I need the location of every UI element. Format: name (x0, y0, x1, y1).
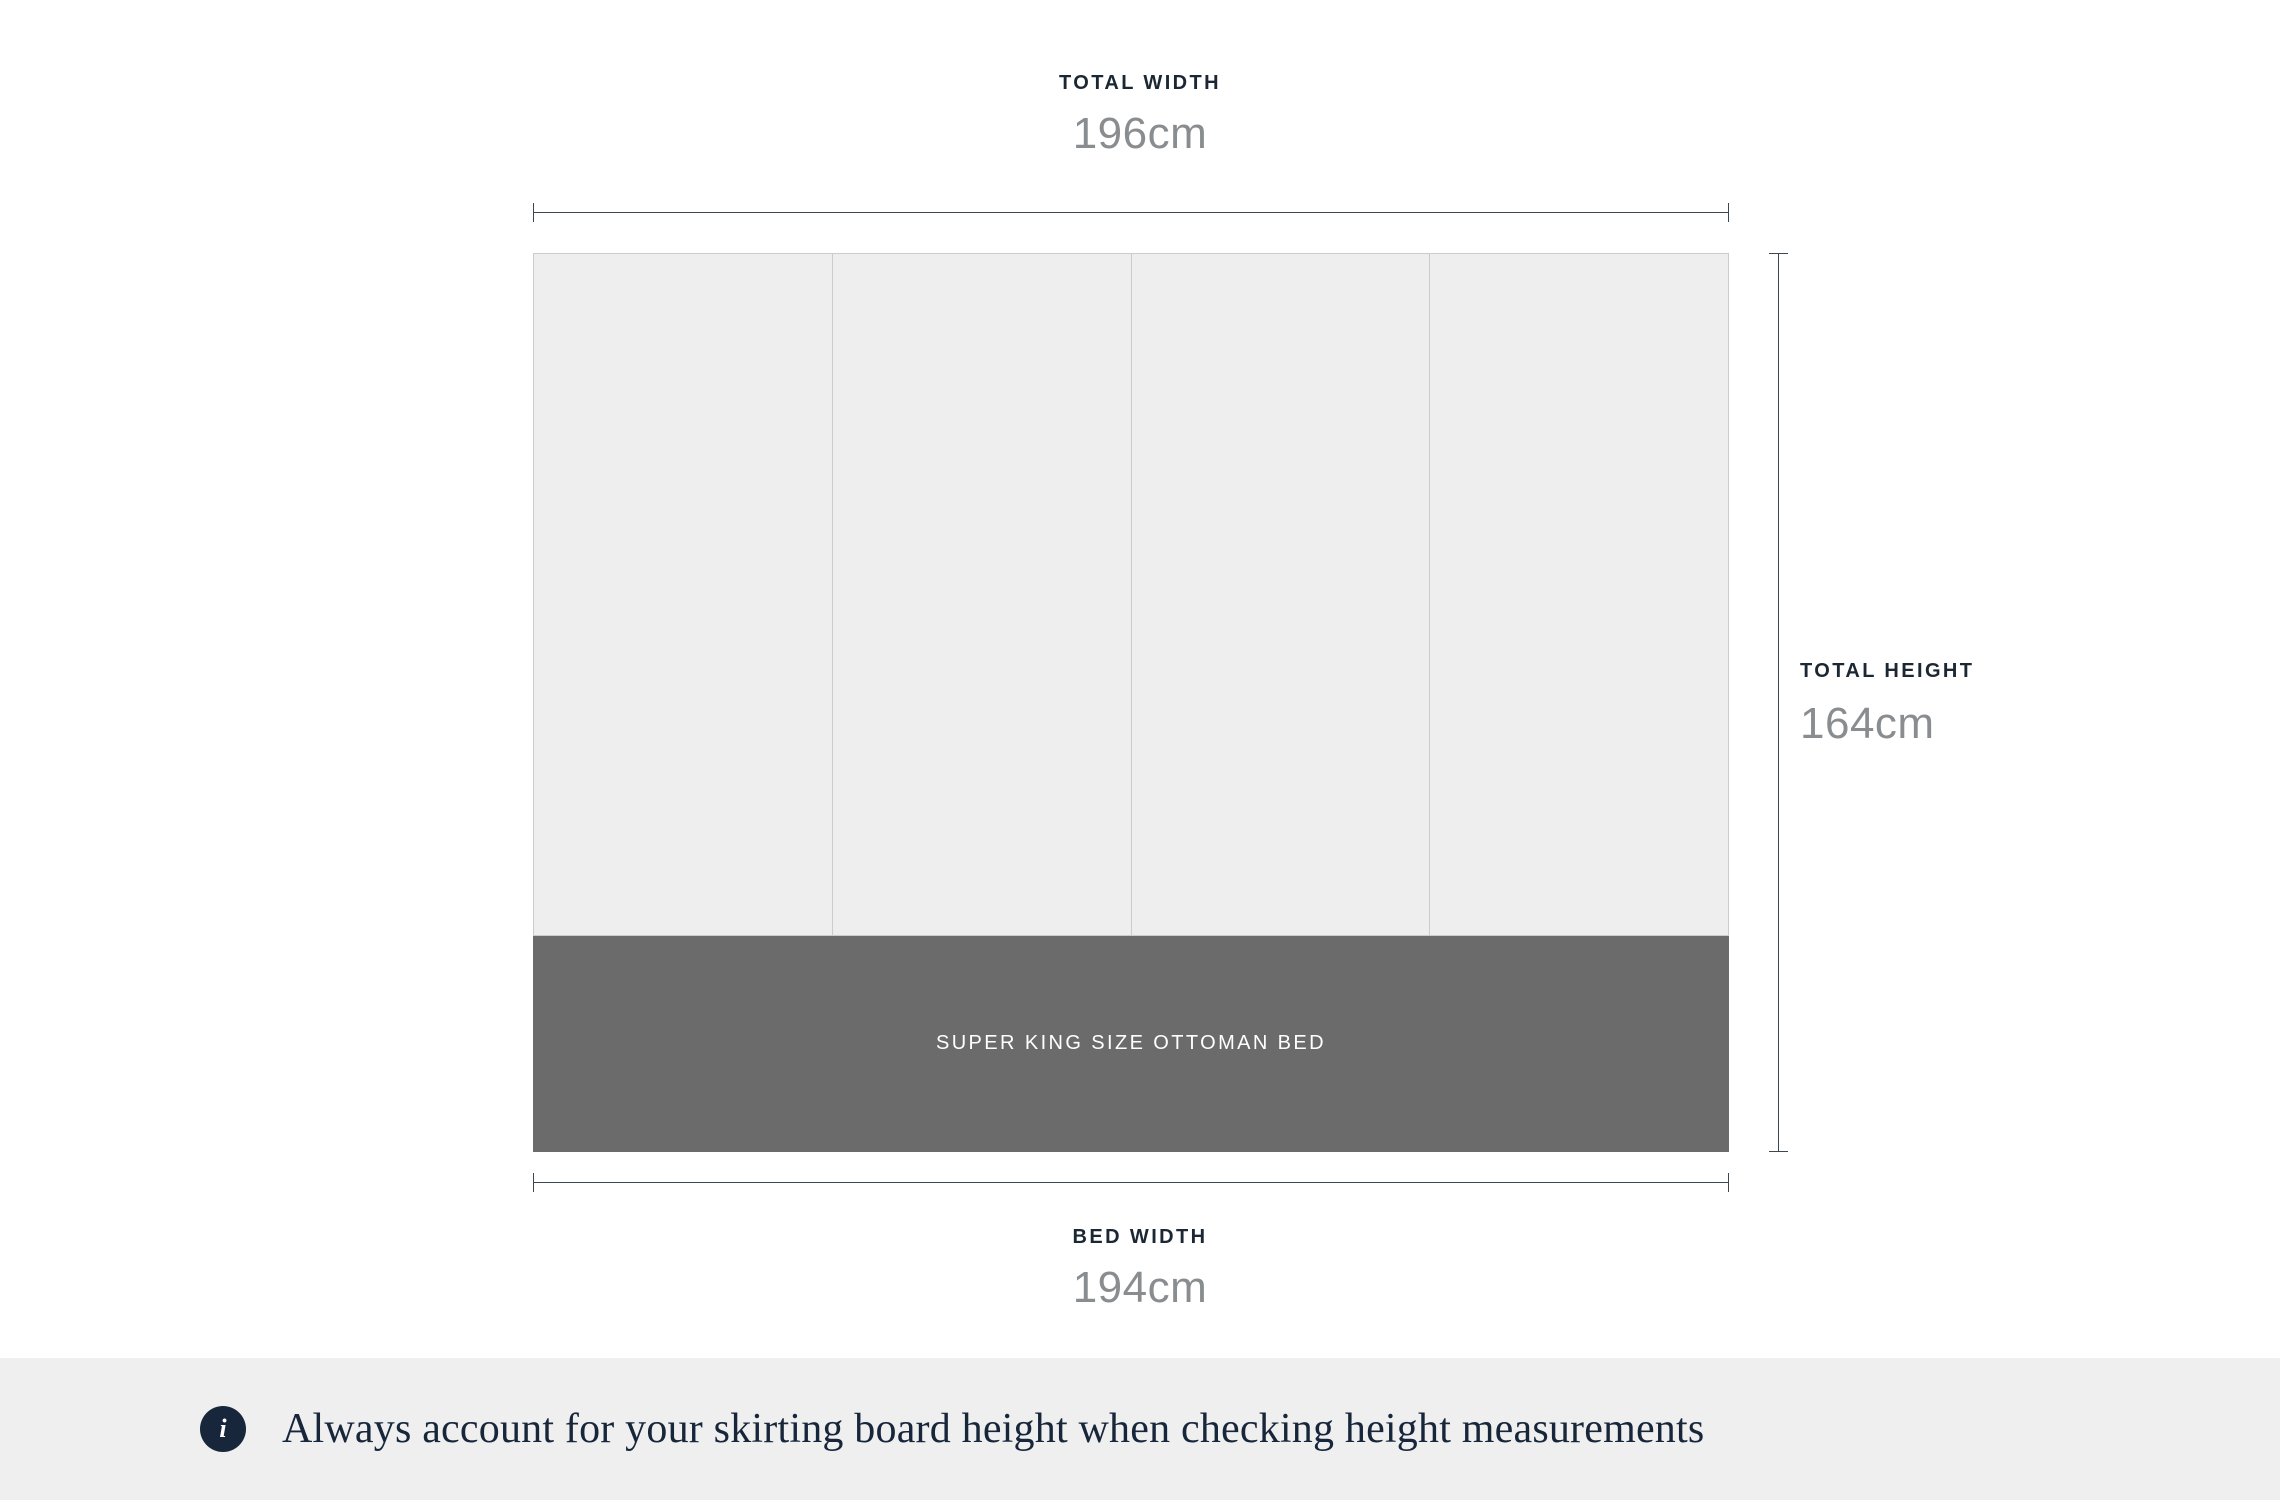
info-icon: i (200, 1406, 246, 1452)
total-height-caption: TOTAL HEIGHT (1800, 660, 1975, 682)
bed-width-value: 194cm (1072, 1263, 1208, 1312)
total-width-value: 196cm (1072, 109, 1208, 158)
total-width-label (0, 72, 2280, 159)
bed-block-label: SUPER KING SIZE OTTOMAN BED (935, 1031, 1327, 1054)
total-height-label (1800, 660, 2220, 749)
bed-width-dimension-line (533, 1182, 1729, 1183)
bed-block (533, 936, 1729, 1152)
total-height-dimension-line (1778, 253, 1779, 1152)
footer-note-text: Always account for your skirting board height when checking height measurements (282, 1406, 1705, 1452)
bed-width-caption: BED WIDTH (1072, 1226, 1208, 1248)
wardrobe-door (534, 254, 833, 935)
footer-note-bar (0, 1358, 2280, 1500)
wardrobe-door (1132, 254, 1431, 935)
total-height-value: 164cm (1800, 699, 1935, 748)
wardrobe-door (1430, 254, 1728, 935)
bed-width-label (0, 1226, 2280, 1313)
wardrobe-door (833, 254, 1132, 935)
total-width-caption: TOTAL WIDTH (1059, 72, 1221, 94)
wardrobe-body (533, 253, 1729, 936)
total-width-dimension-line (533, 212, 1729, 213)
